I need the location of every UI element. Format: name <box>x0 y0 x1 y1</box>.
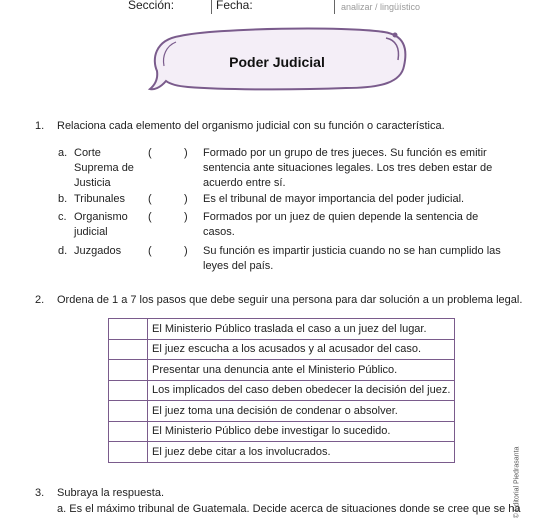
step-text: Los implicados del caso deben obedecer la decisión del juez. <box>148 380 455 401</box>
question-3-item-a <box>57 503 521 518</box>
answer-close-paren: ) <box>184 245 188 257</box>
answer-close-paren: ) <box>184 147 188 159</box>
question-number: 1. <box>35 120 45 132</box>
option-text: a. Es el máximo tribunal de Guatemala. Decide acerca de situaciones donde se cree que se ha <box>57 503 521 515</box>
item-description: Formados por un juez de quien depende la sentencia de casos. <box>203 211 479 238</box>
item-letter: c. <box>58 211 67 223</box>
skills-hint: analizar / lingüístico <box>341 2 421 12</box>
question-prompt: Relaciona cada elemento del organismo judicial con su función o característica. <box>57 120 445 132</box>
item-letter: b. <box>58 193 68 205</box>
answer-open-paren: ( <box>148 211 152 223</box>
header-bar <box>0 0 550 16</box>
item-name: Tribunales <box>74 193 125 205</box>
order-cell[interactable] <box>109 380 148 401</box>
order-cell[interactable] <box>109 319 148 340</box>
question-1 <box>35 120 515 136</box>
item-name: Organismo judicial <box>74 211 128 238</box>
order-cell[interactable] <box>109 401 148 422</box>
item-description: Formado por un grupo de tres jueces. Su función es emitir sentencia ante situaciones legales. Los tres deben estar de acuerdo entre sí. <box>203 147 493 189</box>
table-row <box>109 339 455 360</box>
date-label: Fecha: <box>216 0 253 12</box>
section-label: Sección: <box>128 0 175 12</box>
item-description: Es el tribunal de mayor importancia del poder judicial. <box>203 193 465 205</box>
publisher-credit: © Editorial Piedrasanta <box>513 446 521 518</box>
answer-close-paren: ) <box>184 211 188 223</box>
match-item <box>58 192 508 208</box>
step-text: El juez debe citar a los involucrados. <box>148 442 455 463</box>
item-description: Su función es impartir justicia cuando no se han cumplido las leyes del país. <box>203 245 501 272</box>
step-text: El juez toma una decisión de condenar o absolver. <box>148 401 455 422</box>
step-text: El Ministerio Público debe investigar lo sucedido. <box>148 421 455 442</box>
table-row <box>109 421 455 442</box>
match-item <box>58 244 508 276</box>
step-text: El juez escucha a los acusados y al acusador del caso. <box>148 339 455 360</box>
match-item <box>58 146 508 192</box>
table-row <box>109 401 455 422</box>
question-3 <box>35 487 335 503</box>
order-cell[interactable] <box>109 421 148 442</box>
question-prompt: Subraya la respuesta. <box>57 487 165 499</box>
item-letter: a. <box>58 147 68 159</box>
header-divider <box>211 0 212 14</box>
step-text: El Ministerio Público traslada el caso a un juez del lugar. <box>148 319 455 340</box>
item-letter: d. <box>58 245 68 257</box>
question-prompt: Ordena de 1 a 7 los pasos que debe seguir una persona para dar solución a un problema legal. <box>57 294 523 306</box>
order-cell[interactable] <box>109 339 148 360</box>
order-cell[interactable] <box>109 442 148 463</box>
side-credit <box>505 446 521 518</box>
question-2 <box>35 294 535 310</box>
table-row <box>109 319 455 340</box>
table-row <box>109 442 455 463</box>
step-text: Presentar una denuncia ante el Ministerio Público. <box>148 360 455 381</box>
table-row <box>109 380 455 401</box>
question-number: 2. <box>35 294 45 306</box>
answer-open-paren: ( <box>148 193 152 205</box>
title-bubble <box>146 26 408 96</box>
answer-close-paren: ) <box>184 193 188 205</box>
table-row <box>109 360 455 381</box>
match-item <box>58 210 508 242</box>
order-cell[interactable] <box>109 360 148 381</box>
item-name: Juzgados <box>74 245 122 257</box>
question-number: 3. <box>35 487 45 499</box>
header-divider <box>334 0 335 14</box>
steps-table <box>108 318 455 463</box>
answer-open-paren: ( <box>148 147 152 159</box>
answer-open-paren: ( <box>148 245 152 257</box>
item-name: Corte Suprema de Justicia <box>74 147 134 189</box>
page-title: Poder Judicial <box>229 54 325 70</box>
